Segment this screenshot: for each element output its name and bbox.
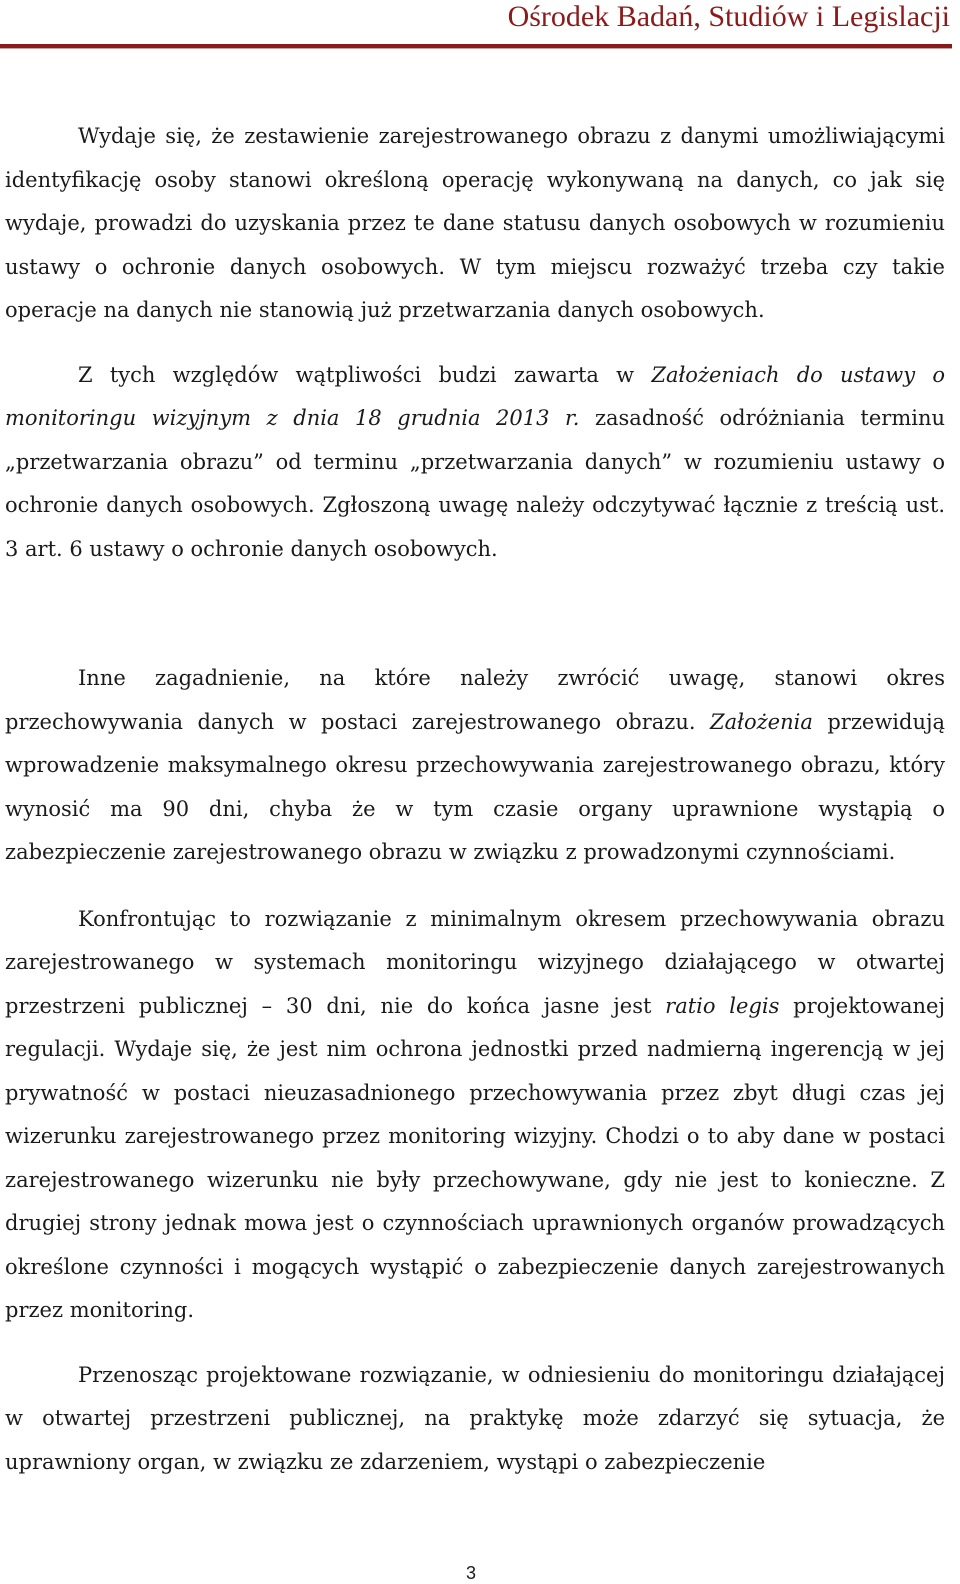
header-rule bbox=[0, 44, 952, 49]
paragraph-3-text-c: przewidują wprowadzenie maksymalnego okresu przechowywania zarejestrowanego obrazu, który wynosić ma 90 dni, chyba że w tym czasie organy uprawnione wystąpią o zabezpieczenie zarejestrowanego obrazu w związku z prowadzonymi czynnościami. bbox=[5, 709, 946, 864]
paragraph-2-text-c: zasadność odróżniania terminu „przetwarzania obrazu” od terminu „przetwarzania danych” w rozumieniu ustawy o ochronie danych osobowych. Zgłoszoną uwagę należy odczytywać łącznie z treścią ust. 3 art. 6 ustawy o ochronie danych osobowych. bbox=[5, 406, 945, 561]
paragraph-4 bbox=[5, 898, 945, 1333]
document-body bbox=[5, 115, 945, 1484]
paragraph-1: Wydaje się, że zestawienie zarejestrowanego obrazu z danymi umożliwiającymi identyfikację osoby stanowi określoną operację wykonywaną na danych, co jak się wydaje, prowadzi do uzyskania przez te dane statusu danych osobowych w rozumieniu ustawy o ochronie danych osobowych. W tym miejscu rozważyć trzeba czy takie operacje na danych nie stanowią już przetwarzania danych osobowych. bbox=[5, 124, 945, 322]
paragraph-2 bbox=[5, 354, 945, 572]
paragraph-4-text-c: projektowanej regulacji. Wydaje się, że jest nim ochrona jednostki przed nadmierną ingerencją w jej prywatność w postaci nieuzasadnionego przechowywania przez zbyt długi czas jej wizerunku zarejestrowanego przez monitoring wizyjny. Chodzi o to aby dane w postaci zarejestrowanego wizerunku nie były przechowywane, gdy nie jest to konieczne. Z drugiej strony jednak mowa jest o czynnościach uprawnionych organów prowadzących określone czynności i mogących wystąpić o zabezpieczenie danych zarejestrowanych przez monitoring. bbox=[5, 993, 945, 1322]
paragraph-2-italic-title: Założeniach do ustawy o monitoringu wizyjnym z dnia 18 grudnia 2013 r. bbox=[5, 362, 945, 430]
paragraph-3 bbox=[5, 657, 945, 875]
page-number: 3 bbox=[466, 1563, 477, 1583]
paragraph-5: Przenosząc projektowane rozwiązanie, w odniesieniu do monitoringu działającej w otwartej przestrzeni publicznej, na praktykę może zdarzyć się sytuacja, że uprawniony organ, w związku ze zdarzeniem, wystąpi o zabezpieczenie bbox=[5, 1362, 945, 1474]
paragraph-2-text-a: Z tych względów wątpliwości budzi zawarta w bbox=[78, 362, 652, 387]
paragraph-4-text-a: Konfrontując to rozwiązanie z minimalnym okresem przechowywania obrazu zarejestrowanego w systemach monitoringu wizyjnego działającego w otwartej przestrzeni publicznej – 30 dni, nie do końca jasne jest bbox=[5, 906, 945, 1018]
paragraph-3-text-a: Inne zagadnienie, na które należy zwrócić uwagę, stanowi okres przechowywania danych w postaci zarejestrowanego obrazu. bbox=[5, 666, 945, 734]
paragraph-4-italic-term: ratio legis bbox=[665, 993, 780, 1018]
header-title: Ośrodek Badań, Studiów i Legislacji bbox=[507, 0, 950, 33]
paragraph-3-italic-title: Założenia bbox=[710, 709, 813, 734]
